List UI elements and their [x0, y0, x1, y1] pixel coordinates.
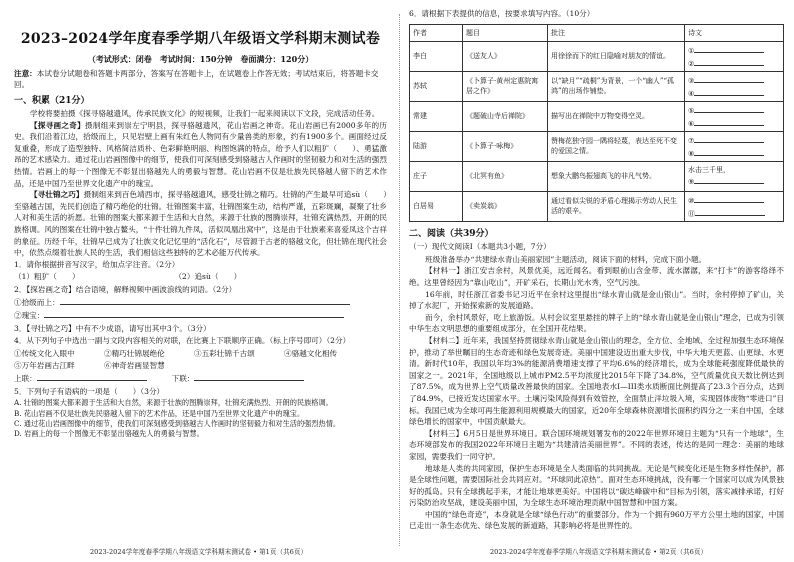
poem-answer-line[interactable] — [694, 87, 764, 96]
poem-answer-line[interactable] — [695, 207, 765, 216]
poetry-table-row — [410, 192, 784, 222]
material-3-c: 中国的“绿色奇迹”，本身就是全球“绿色行动”的重要部分。作为一个拥有960万平方公里土地的国家，中国已走出一条生态优先、绿色发展的新道路，其影响必将是世界性的。 — [409, 509, 784, 531]
q4-option: ⑥神奇岩画显智慧 — [104, 360, 165, 370]
poem-blank-label: ⑧ — [688, 149, 695, 158]
exam-info: （考试形式：闭卷 考试时间：150分钟 卷面满分：120分） — [87, 54, 314, 64]
cell-title: 《卜算子·黄州定惠院寓居之作》 — [463, 72, 548, 102]
poetry-table-row — [410, 132, 784, 162]
cell-title: 《送友人》 — [463, 42, 548, 72]
material-1-c: 而今，余村风景好，吃上旅游饭。从村会议室里悬挂的牌子上的“绿水青山就是金山银山”理念，已成为引领中华生态文明思想的重要组成部分，在全国开花结果。 — [409, 312, 784, 334]
section-2-heading: 二、阅读（共39分） — [409, 229, 494, 240]
poem-answer-line[interactable] — [694, 74, 764, 83]
poem-blank[interactable] — [688, 87, 780, 100]
passage-painting-text: 摄制组来到崇左宁明县，探寻骆越遗风，花山岩画之神奇。花山岩画已有2000多年的历史。我们沿着江边，拾级而上，只见岩壁上画有朱红色人物同有少量兽类的形象，约有1900多个。画面经过反复重叠，形成了造型独特、风格简洁质朴、色彩鲜艳明丽、构图饱满的特点，给予人们以粗犷（ ）、勇猛激昂的艺术感染力。通过花山岩画图像中的细节，使我们可深刻感受到骆越古人作画时的坚韧毅力和对生活的强烈热情。岩画上的每一个图像无不彰显出骆越先人的勇毅与智慧。花山岩画不仅是壮族先民骆越人留下的艺术作品，还是中国乃至世界文化遗产中的瑰宝。 — [14, 120, 388, 188]
poem-blank-label: ④ — [688, 89, 695, 98]
q4-upper-label: 上联： — [14, 374, 37, 384]
passage-painting — [14, 120, 387, 190]
col-title: 题目 — [463, 25, 548, 42]
q2-answer-a — [14, 296, 387, 309]
poetry-table — [409, 24, 784, 222]
material-2: 【材料二】近年来，我国坚持贯彻绿水青山就是金山银山的理念，全方位、全地域、全过程加强生态环境保护，推动了举世瞩目的生态奇迹和绿色发展奇迹。美丽中国建设迈出重大步伐，中华大地天更蓝、山更绿、水更清。新时代10年，我国以年均3%的能源消费增速支撑了平均6.6%的经济增长，成为全球能耗强度降低最快的国家之一。2021年，全国地级以上城市PM2.5平均浓度比2015年下降了34.8%，空气质量优良天数比例达到了87.5%，成为世界上空气质量改善最快的国家。全国地表水I—III类水质断面比例提高了23.3个百分点，达到了84.9%，已接近发达国家水平。土壤污染风险得到有效管控，全面禁止洋垃圾入境，实现固体废物“零进口”目标。我国已成为全球可再生能源利用规模最大的国家，近20年全球森林资源增长面积约四分之一来自中国，全球绿色增长的国家中，中国贡献最大。 — [409, 335, 784, 427]
poetry-table-row — [410, 162, 784, 192]
poem-answer-line[interactable] — [694, 134, 764, 143]
page-divider — [399, 14, 400, 546]
question-6: 6．请根据下表提供的信息，按要求填写内容。（10分） — [409, 9, 595, 18]
q2-label-b: ②瑰宝： — [14, 311, 45, 321]
poem-answer-line[interactable] — [694, 117, 764, 126]
material-3: 【材料三】6月5日是世界环境日。联合国环境规划署发布的2022年世界环境日主题为“只有一个地球”，生态环境部发布的我国2022年环境日主题为“共建清洁美丽世界”。不同的表述，传达的是同一理念：美丽的地球家园，需要我们一同守护。 — [409, 428, 784, 461]
question-4: 4．从下列句子中选出一副与文段内容相关的对联，在比赛上下联顺序正确。（标上序号即可）（2分） — [14, 336, 351, 346]
cell-author: 李白 — [410, 42, 463, 72]
cell-title: 《卖炭翁》 — [463, 192, 548, 222]
poem-blank-label: ⑤ — [688, 107, 695, 116]
q1-blank-b: （2）追sù（ ） — [174, 272, 242, 282]
question-3: 3．【寻壮锦之巧】中有不少成语，请写出其中3个。（3分） — [14, 323, 211, 333]
poem-blank-label: 水击三千里， — [688, 165, 730, 174]
poem-blank[interactable] — [688, 175, 780, 188]
cell-title: 《题破山寺后禅院》 — [463, 102, 548, 132]
poem-blank-label: ⑥ — [688, 119, 695, 128]
cell-author: 陆游 — [410, 132, 463, 162]
poetry-table-header — [410, 25, 784, 42]
q4-option: ②精巧壮锦展绝伦 — [104, 348, 165, 358]
passage-brocade-text: 摄制组来到百色靖西市，探寻骆越遗风，感受壮锦之精巧。壮锦的产生最早可追sù（ ）至骆越古国，先民们创造了精巧绝伦的壮锦。壮锦图案丰富，壮锦图案生动，结构严谨，五彩斑斓，凝聚了壮乡人对和美生活的祈愿。壮锦的图案大都来源于生活和大自然，来源于壮族的图腾崇拜，壮锦充满热烈、开朗的民族格调。风的图案在壮锦中独占鳌头，“十件壮锦九件凤，活似凤凰出窝中”，这是由于壮族素来喜爱凤这个吉祥的象征。历经千年，壮锦早已成为了壮族文化记忆里的“活化石”，尽管源于古老的骆越文化，但壮锦在现代社会中，依然点缀着壮族人民的生活，我们相信这些独特的艺术必能万代传承。 — [14, 190, 388, 258]
col-poem: 诗文 — [685, 25, 784, 42]
q2-answer-b — [14, 309, 387, 322]
q4-option: ①传统文化入眼中 — [14, 348, 75, 358]
cell-author: 常建 — [410, 102, 463, 132]
poem-blank[interactable] — [688, 147, 780, 160]
poem-answer-line[interactable] — [694, 57, 764, 66]
q4-upper-line[interactable] — [37, 372, 147, 381]
q4-couplet-answer — [14, 372, 387, 385]
poem-answer-line[interactable] — [694, 175, 764, 184]
poem-blank[interactable] — [688, 194, 780, 207]
note-text: 本试卷分试题卷和答题卡两部分，答案写在答题卡上，在试题卷上作答无效；考试结束后，将答题卡交回。 — [14, 69, 379, 89]
poem-answer-line[interactable] — [694, 104, 764, 113]
poem-blank[interactable] — [688, 166, 780, 176]
q5-option-a: A. 壮锦的图案大都来源于生活和大自然，来源于壮族的图腾崇拜，壮锦充满热烈、开朗的民族格调。 — [14, 398, 333, 408]
poem-blank-label: ⑩ — [688, 197, 695, 206]
question-5: 5．下列句子有语病的一项是（ ）（3分） — [14, 386, 165, 396]
q2-answer-line-b[interactable] — [44, 309, 344, 318]
poem-blank-label: ③ — [688, 77, 695, 86]
q5-option-b: B. 花山岩画不仅是壮族先民骆越人留下的艺术作品，还是中国乃至世界文化遗产中的瑰宝。 — [14, 408, 305, 418]
poem-answer-line[interactable] — [694, 44, 764, 53]
cell-author: 苏轼 — [410, 72, 463, 102]
poem-blank[interactable] — [688, 44, 780, 57]
cell-poem — [685, 192, 784, 222]
section-1-heading: 一、积累（21分） — [14, 96, 90, 106]
poetry-table-body — [410, 42, 784, 222]
poem-answer-line[interactable] — [694, 147, 764, 156]
q5-option-d: D. 岩画上的每一个图像无不彰显出骆越先人的勇毅与智慧。 — [14, 429, 204, 439]
col-note: 批注 — [548, 25, 685, 42]
reading-intro: 班级准备举办“共建绿水青山美丽家园”主题活动，阅读下面的材料，完成下面小题。 — [425, 254, 707, 264]
exam-page-2 — [403, 0, 794, 562]
cell-poem — [685, 162, 784, 192]
q1-blank-a: （1）粗犷（ ） — [14, 272, 80, 282]
question-2: 2．【探岩画之奇】结合语境，解释视频中画波浪线的词语。（2分） — [14, 284, 237, 294]
cell-poem — [685, 102, 784, 132]
q2-label-a: ①拾级而上： — [14, 297, 60, 307]
poetry-table-row — [410, 102, 784, 132]
note-label: 注意： — [14, 69, 37, 78]
poem-blank-label: ② — [688, 59, 695, 68]
poem-blank[interactable] — [688, 117, 780, 130]
poem-blank[interactable] — [688, 74, 780, 87]
page-1-footer: 2023-2024学年度春季学期八年级语文学科期末测试卷 • 第1页（共6页） — [89, 548, 308, 556]
exam-note — [14, 68, 387, 90]
exam-title: 2023–2024学年度春季学期八年级语文学科期末测试卷 — [20, 31, 381, 47]
q4-option: ③五彩壮锦千古颂 — [194, 348, 255, 358]
question-1: 1．请你根据拼音写汉字，给加点字注音。（2分） — [14, 259, 180, 269]
poem-answer-line[interactable] — [694, 194, 764, 203]
material-3-b: 地球是人类的共同家园，保护生态环境是全人类面临的共同挑战。无论是气候变化还是生物多样性保护，都是全球性问题，需要国际社会共同应对。“环球同此凉热”。面对生态环境挑战，没有哪一个国家可以成为风景独好的孤岛。只有全球携起手来，才能让地球更美好。中国将以“碳达峰碳中和”目标为引领，落实减排承诺，打好污染防治攻坚战，建设美丽中国，为全球生态环境治理贡献中国智慧和中国方案。 — [409, 463, 784, 508]
cell-note: 赞梅花独守园一隅将轻蔑，表达至死不变的爱国之情。 — [548, 132, 685, 162]
passage-painting-label: 【探寻画之奇】 — [30, 120, 85, 130]
poem-blank-label: ⑪ — [688, 209, 695, 218]
poem-blank-label: ① — [688, 47, 695, 56]
passage-brocade — [14, 189, 387, 259]
poetry-table-row — [410, 42, 784, 72]
q4-option: ④骆越文化相传 — [284, 348, 338, 358]
cell-note: 用徐徐而下的红日隐喻对朋友的情谊。 — [548, 42, 685, 72]
cell-title: 《北冥有鱼》 — [463, 162, 548, 192]
poem-blank-label: ⑦ — [688, 137, 695, 146]
material-1-b: 16年前，时任浙江省委书记习近平在余村这里提出“绿水青山就是金山银山”。当时，余村停掉了矿山，关掉了水泥厂，开始探索新的发展道路。 — [409, 289, 784, 311]
q4-lower-line[interactable] — [194, 372, 304, 381]
cell-note: 想象大鹏鸟振翅高飞的非凡气势。 — [548, 162, 685, 192]
col-author: 作者 — [410, 25, 463, 42]
material-1: 【材料一】浙江安吉余村，风景优美，远近闻名。看到眼前山含金带、流水潺潺，来“打卡”的游客络绎不绝。这里曾经因为“靠山吃山”，开矿采石，长期山光水秀，空气污浊。 — [409, 266, 784, 287]
cell-poem — [685, 72, 784, 102]
poetry-table-row — [410, 72, 784, 102]
poem-blank[interactable] — [688, 104, 780, 117]
q4-options — [14, 348, 387, 373]
page-2-footer: 2023-2024学年度春季学期八年级语文学科期末测试卷 • 第2页（共6页） — [489, 548, 708, 556]
cell-poem — [685, 42, 784, 72]
cell-note: 以“缺月”“疏桐”为背景，一个“幽人”“孤鸿”的出场作铺垫。 — [548, 72, 685, 102]
reading-1-sub: （一）现代文阅读Ⅰ（本题共3小题，7分） — [409, 242, 551, 252]
poem-blank[interactable] — [688, 207, 780, 220]
cell-author: 庄子 — [410, 162, 463, 192]
poem-blank[interactable] — [688, 57, 780, 70]
cell-poem — [685, 132, 784, 162]
question-1-blanks — [14, 271, 387, 283]
q4-option: ⑤万年岩画古江畔 — [14, 360, 75, 370]
cell-title: 《卜算子·咏梅》 — [463, 132, 548, 162]
q5-option-c: C. 通过花山岩画图像中的细节，使我们可深刻感受到骆越古人作画时的坚韧毅力和对生活的强烈热情。 — [14, 419, 341, 428]
cell-note: 描写出在禅院中万物变得空灵。 — [548, 102, 685, 132]
poem-blank-label: ⑨ — [688, 178, 695, 187]
cell-note: 通过看似尖锐的矛盾心理揭示劳动人民生活的艰辛。 — [548, 192, 685, 222]
q2-answer-line-a[interactable] — [60, 296, 350, 305]
passage-brocade-label: 【寻壮锦之巧】 — [30, 190, 84, 200]
cell-author: 白居易 — [410, 192, 463, 222]
section-1-intro: 学校将要拍摄《探寻骆越遗风，传承民族文化》的短视频，让我们一起来阅读以下文段，完成活动任务。 — [30, 109, 380, 118]
poem-blank[interactable] — [688, 134, 780, 147]
q4-lower-label: 下联： — [171, 374, 195, 384]
